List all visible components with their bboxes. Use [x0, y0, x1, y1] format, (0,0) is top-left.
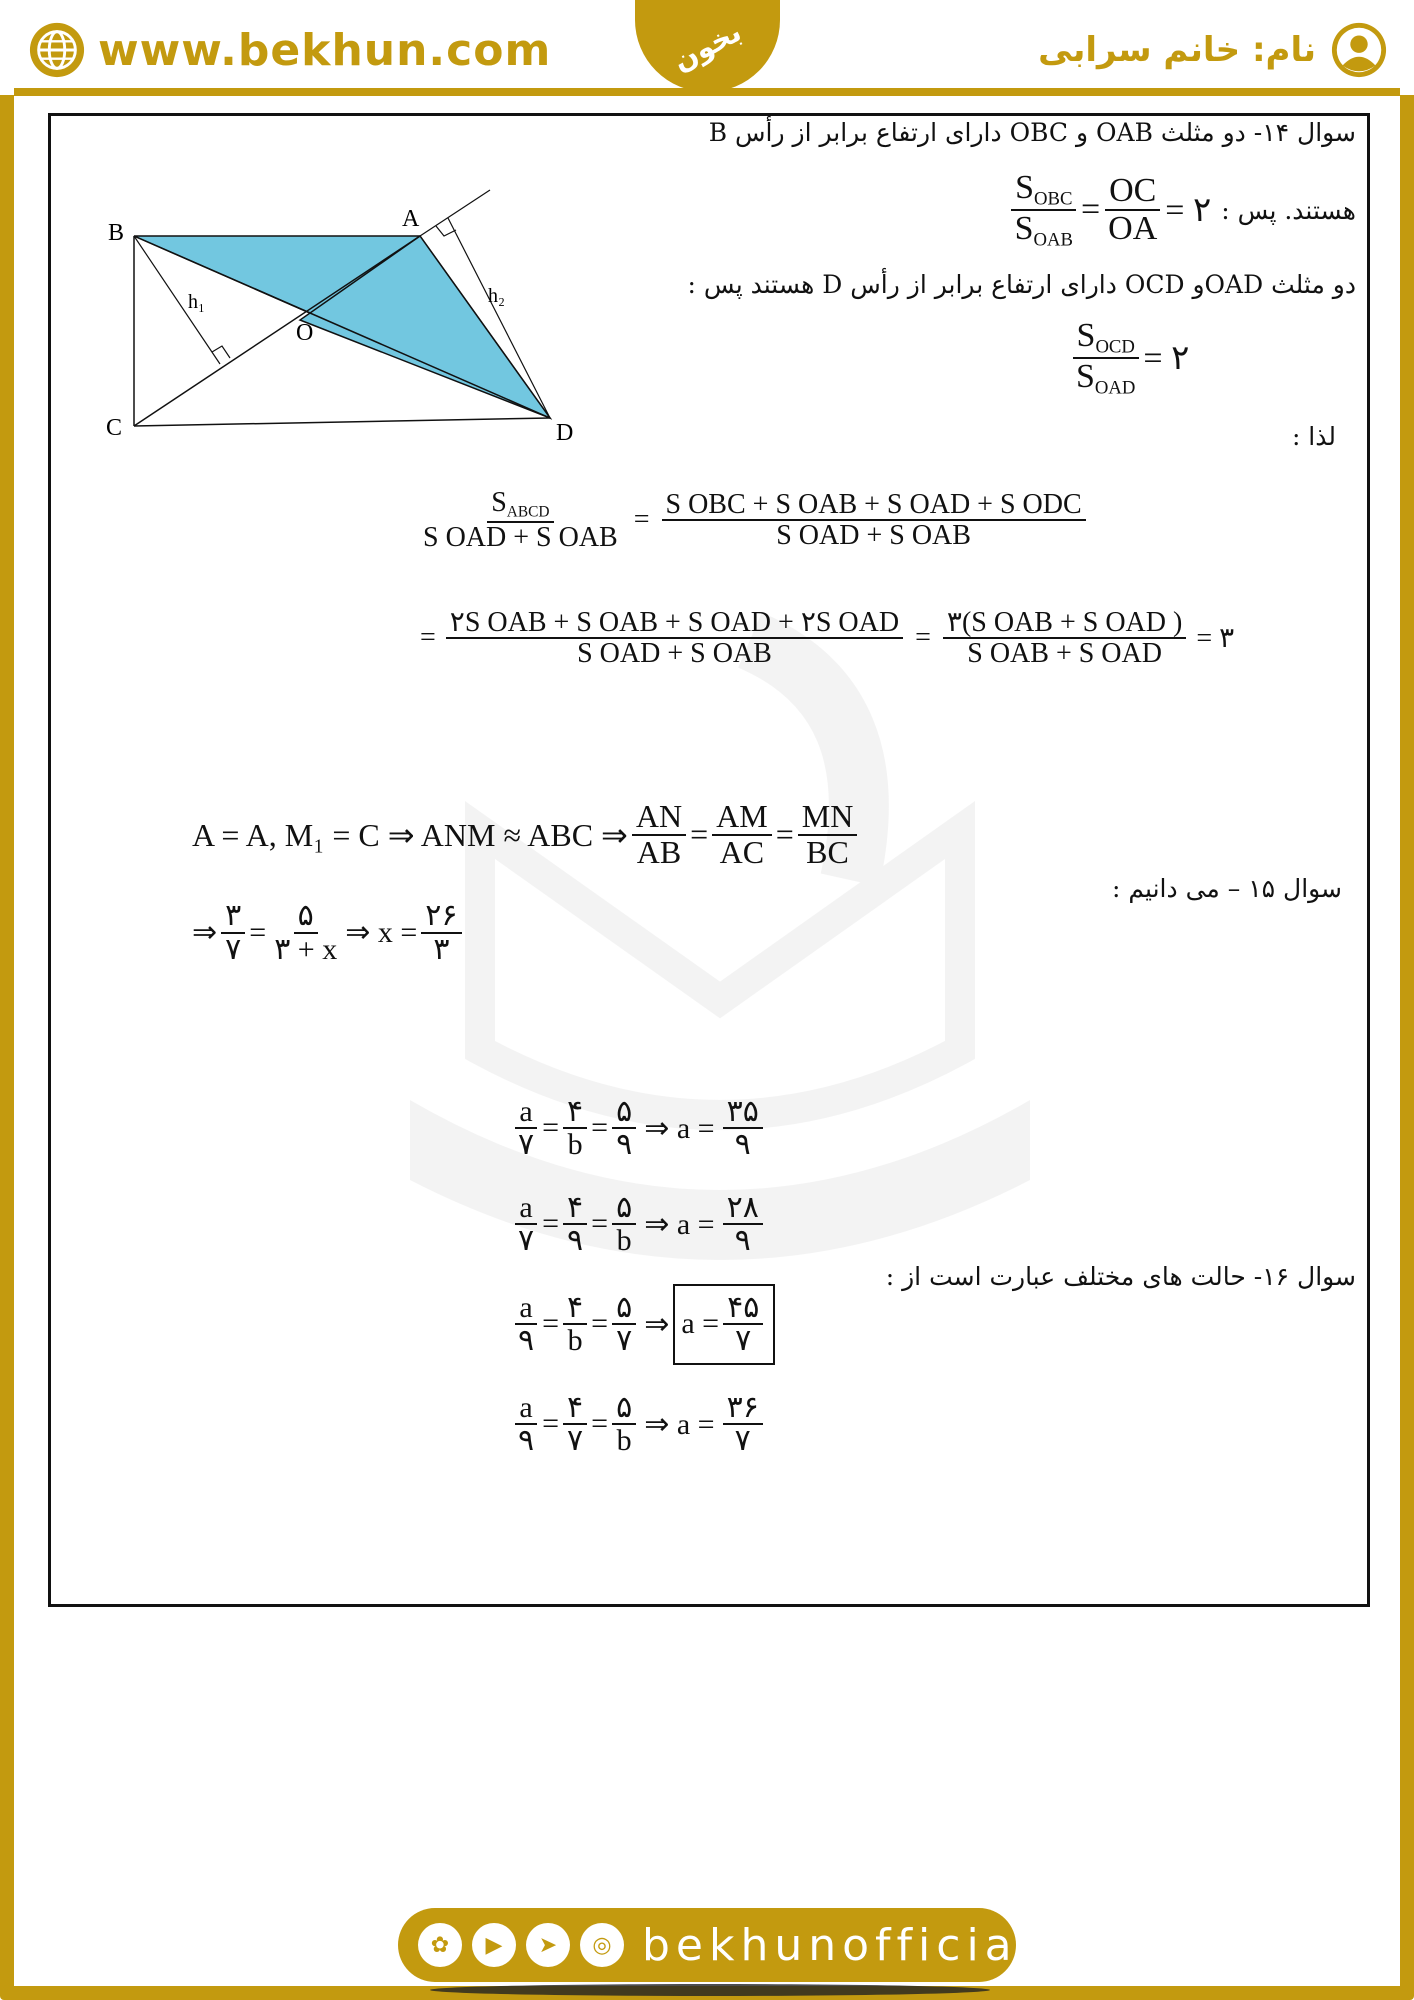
social-icons [418, 1923, 624, 1967]
fraction [514, 1392, 538, 1457]
denominator: ۷ [518, 1224, 535, 1257]
numerator: ۵ [612, 1392, 636, 1426]
result: = ۳ [1196, 623, 1235, 655]
fraction [798, 800, 858, 869]
s-sym: S [491, 487, 507, 518]
s-sym: S [1076, 317, 1096, 354]
q14-therefore: لذا : [1291, 422, 1336, 451]
label-a: A [402, 206, 420, 232]
subscript: ABCD [506, 503, 550, 521]
denominator: ۳ [433, 932, 450, 966]
numerator: ۵ [612, 1292, 636, 1326]
numerator: ۳۵ [723, 1096, 763, 1130]
a-equals: a = [681, 1307, 720, 1340]
fraction [612, 1392, 636, 1457]
denominator: ۳ + x [274, 932, 338, 966]
q16-label: سوال ۱۶- حالت های مختلف عبارت است از : [885, 1262, 1356, 1291]
equals: = [775, 816, 794, 853]
side-cd [134, 418, 550, 426]
numerator: ۳ [221, 900, 245, 934]
label-h2: h₂ [488, 285, 505, 307]
numerator: MN [798, 800, 858, 836]
denominator: S OAD + S OAB [423, 521, 618, 553]
fraction [612, 1192, 636, 1257]
trapezoid-diagram [100, 180, 600, 450]
denominator: ۹ [734, 1128, 751, 1161]
fraction [514, 1192, 538, 1257]
equals: = [542, 1407, 560, 1440]
numerator: ۴ [563, 1292, 587, 1326]
q15-label: سوال ۱۵ – می دانیم : [1112, 874, 1342, 903]
denominator: S OAB + S OAD [967, 638, 1162, 670]
equals: = [591, 1307, 609, 1340]
numerator: ۳(S OAB + S OAD ) [943, 608, 1186, 639]
telegram-icon[interactable]: ➤ [526, 1923, 570, 1967]
q16-case-4 [510, 1376, 775, 1472]
numerator: ۳۶ [723, 1392, 763, 1426]
equals: = [633, 503, 650, 535]
social-handle[interactable]: bekhunofficial [642, 1919, 1036, 1971]
equals: = [542, 1111, 560, 1144]
equals: = [690, 816, 709, 853]
equals: = [542, 1307, 560, 1340]
aparat-icon[interactable]: ✿ [418, 1923, 462, 1967]
subscript: OAD [1094, 377, 1136, 399]
boxed-answer [673, 1284, 775, 1365]
denominator: OA [1108, 210, 1158, 248]
fraction [563, 1392, 587, 1457]
numerator: ۵ [294, 900, 318, 934]
fraction [421, 900, 461, 965]
result-prefix: ⇒ x = [345, 916, 418, 949]
equals: = [542, 1207, 560, 1240]
fraction [514, 1292, 538, 1357]
denominator: ۷ [567, 1424, 584, 1457]
q15-line2 [192, 900, 466, 965]
denominator: AB [636, 833, 682, 870]
denominator: S OAD + S OAB [577, 638, 772, 670]
fraction [221, 900, 245, 965]
q14-line2 [1007, 170, 1356, 250]
equals: = [249, 915, 267, 949]
fraction [514, 1096, 538, 1161]
label-d: D [556, 420, 574, 446]
numerator: ۴ [563, 1392, 587, 1426]
label-c: C [106, 415, 123, 441]
equals: = [420, 622, 436, 654]
implies: ⇒ [644, 1307, 670, 1341]
denominator: ۹ [734, 1224, 751, 1257]
fraction [632, 800, 686, 869]
denominator: ۷ [225, 932, 242, 966]
equals: = [915, 622, 931, 654]
result: = ۲ [1165, 192, 1212, 230]
subscript: OBC [1034, 188, 1073, 210]
fraction [723, 1096, 763, 1161]
user-icon [1330, 21, 1388, 79]
globe-icon [28, 21, 86, 79]
numerator: OC [1105, 173, 1160, 211]
social-bar [398, 1908, 1036, 1982]
numerator: ۴ [563, 1192, 587, 1226]
denominator: ۷ [735, 1324, 752, 1357]
q16-cases [510, 1080, 775, 1472]
numerator: a [515, 1292, 536, 1326]
label-b: B [108, 220, 125, 246]
q16-case-3 [510, 1272, 775, 1376]
denominator: ۹ [518, 1324, 535, 1357]
numerator: ۵ [612, 1192, 636, 1226]
fraction [270, 900, 341, 965]
s-sym: S [1076, 358, 1095, 396]
numerator: AN [632, 800, 686, 836]
numerator: ۴۵ [723, 1292, 763, 1326]
numerator: a [515, 1392, 536, 1426]
denominator: ۷ [518, 1128, 535, 1161]
fraction [662, 490, 1086, 551]
denominator: b [567, 1128, 583, 1161]
implies: ⇒ a = [644, 1207, 715, 1241]
fraction [1011, 170, 1077, 250]
q14-eq2 [420, 608, 1234, 669]
q15-statement: A = A, M₁ = C ⇒ ANM ≈ ABC ⇒ [192, 816, 628, 853]
implies: ⇒ a = [644, 1111, 715, 1145]
website-text: www.bekhun.com [98, 24, 552, 76]
s-sym: S [1015, 169, 1035, 206]
numerator: ۲۸ [723, 1192, 763, 1226]
s-sym: S [1014, 210, 1034, 248]
numerator: S OBC + S OAB + S OAD + S ODC [662, 490, 1086, 521]
fraction [419, 488, 622, 552]
numerator: a [515, 1096, 536, 1130]
denominator: ۹ [616, 1128, 633, 1161]
denominator: ۷ [734, 1424, 751, 1457]
numerator: ۲۶ [421, 900, 461, 934]
equals: = [591, 1207, 609, 1240]
footer-shadow [430, 1984, 990, 1996]
fraction [563, 1192, 587, 1257]
q14-line1: سوال ۱۴- دو مثلث OAB و OBC دارای ارتفاع برابر از رأس B [708, 118, 1356, 147]
instagram-icon[interactable]: ◎ [580, 1923, 624, 1967]
logo-text: بخون [667, 14, 748, 78]
numerator: ۲S OAB + S OAB + S OAD + ۲S OAD [446, 608, 903, 639]
equals: = [591, 1407, 609, 1440]
equals: = [591, 1111, 609, 1144]
denominator: ۹ [518, 1424, 535, 1457]
fraction [723, 1392, 763, 1457]
numerator: AM [712, 800, 772, 836]
numerator: ۵ [612, 1096, 636, 1130]
subscript: OCD [1095, 336, 1135, 358]
denominator: b [567, 1324, 583, 1357]
fraction [563, 1096, 587, 1161]
q14-ratio1 [1007, 170, 1212, 250]
q14-line2-text: هستند. پس : [1221, 195, 1356, 225]
denominator: b [616, 1224, 632, 1257]
denominator: b [616, 1424, 632, 1457]
denominator: ۹ [567, 1224, 584, 1257]
label-h1: h₁ [188, 291, 205, 313]
fraction [943, 608, 1186, 669]
denominator: ۷ [616, 1324, 633, 1357]
fraction [723, 1192, 763, 1257]
fraction [712, 800, 772, 869]
denominator: AC [719, 833, 765, 870]
numerator: ۴ [563, 1096, 587, 1130]
implies: ⇒ [192, 916, 218, 949]
subscript: OAB [1033, 229, 1073, 251]
fraction [446, 608, 903, 669]
fraction [723, 1292, 763, 1357]
teacher-name-text: نام: خانم سرابی [1038, 30, 1316, 70]
numerator: a [515, 1192, 536, 1226]
q16-case-1 [510, 1080, 775, 1176]
fraction [612, 1096, 636, 1161]
denominator: S OAD + S OAB [776, 519, 971, 551]
q14-line3: دو مثلث OADو OCD دارای ارتفاع برابر از رأس D هستند پس : [687, 270, 1356, 299]
q14-ratio2 [1068, 318, 1189, 398]
youtube-icon[interactable]: ▶ [472, 1923, 516, 1967]
q14-eq1 [415, 488, 1090, 552]
result: = ۲ [1143, 340, 1190, 378]
implies: ⇒ a = [644, 1407, 715, 1441]
website-link[interactable] [28, 20, 551, 80]
fraction [1072, 318, 1139, 398]
fraction [563, 1292, 587, 1357]
q16-case-2 [510, 1176, 775, 1272]
equals: = [1080, 191, 1101, 229]
fraction [1104, 173, 1161, 246]
fraction [612, 1292, 636, 1357]
q15-line1 [192, 800, 861, 869]
ext-line [420, 190, 490, 236]
teacher-name [1038, 20, 1388, 80]
denominator: BC [806, 833, 849, 870]
label-o: O [296, 320, 314, 346]
